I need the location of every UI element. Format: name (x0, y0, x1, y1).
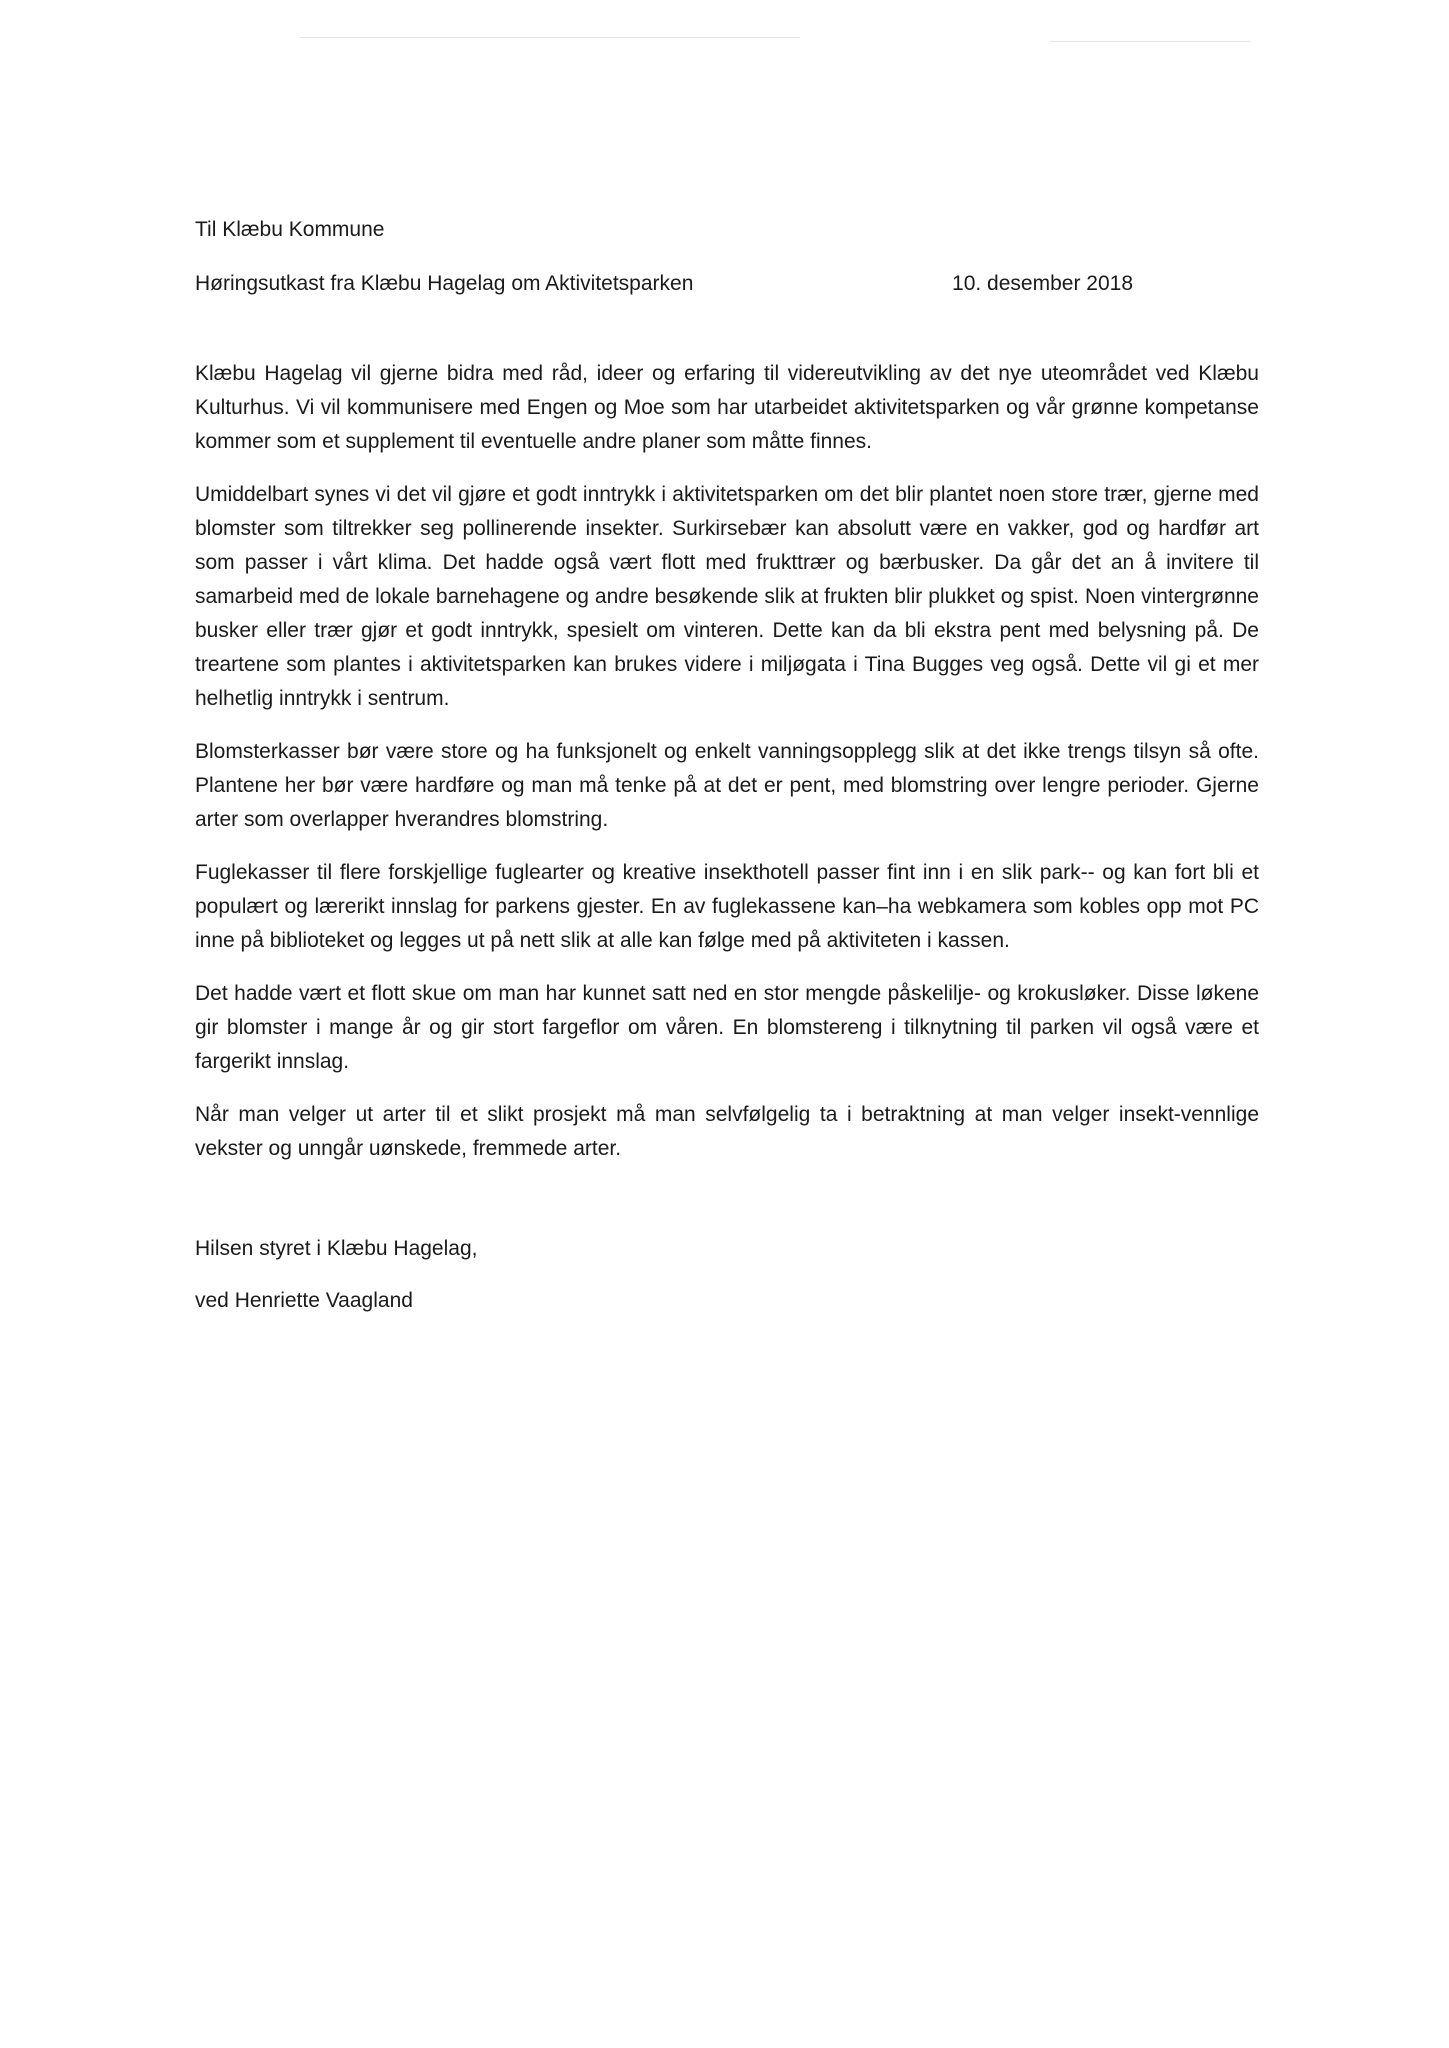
closing: Hilsen styret i Klæbu Hagelag, (195, 1237, 478, 1260)
letter (195, 213, 1259, 1336)
body-paragraph: Klæbu Hagelag vil gjerne bidra med råd, ideer og erfaring til videreutvikling av det nye uteområdet ved Klæbu Kulturhus. Vi vil kommunisere med Engen og Moe som har utarbeidet aktivitetsparken og vår grønne kompetanse kommer som et supplement til eventuelle andre planer som måtte finnes. (195, 362, 1259, 453)
subject-line: Høringsutkast fra Klæbu Hagelag om Aktivitetsparken (195, 272, 694, 295)
body-paragraph: Fuglekasser til flere forskjellige fuglearter og kreative insekthotell passer fint inn i en slik park-- og kan fort bli et populært og lærerikt innslag for parkens gjester. En av fuglekassene kan–ha webkamera som kobles opp mot PC inne på biblioteket og legges ut på nett slik at alle kan følge med på aktiviteten i kassen. (195, 861, 1259, 952)
scan-artifact-top-left (300, 37, 800, 38)
letter-body (195, 357, 1259, 1166)
signature: ved Henriette Vaagland (195, 1289, 413, 1312)
body-paragraph: Umiddelbart synes vi det vil gjøre et godt inntrykk i aktivitetsparken om det blir plantet noen store trær, gjerne med blomster som tiltrekker seg pollinerende insekter. Surkirsebær kan absolutt være en vakker, god og hardfør art som passer i vårt klima. Det hadde også vært flott med frukttrær og bærbusker. Da går det an å invitere til samarbeid med de lokale barnehagene og andre besøkende slik at frukten blir plukket og spist. Noen vintergrønne busker eller trær gjør et godt inntrykk, spesielt om vinteren. Dette kan da bli ekstra pent med belysning på. De treartene som plantes i aktivitetsparken kan brukes videre i miljøgata i Tina Bugges veg også. Dette vil gi et mer helhetlig inntrykk i sentrum. (195, 483, 1259, 710)
body-paragraph: Det hadde vært et flott skue om man har kunnet satt ned en stor mengde påskelilje- og krokusløker. Disse løkene gir blomster i mange år og gir stort fargeflor om våren. En blomstereng i tilknytning til parken vil også være et fargerikt innslag. (195, 982, 1259, 1073)
body-paragraph: Når man velger ut arter til et slikt prosjekt må man selvfølgelig ta i betraktning at man velger insekt-vennlige vekster og unngår uønskede, fremmede arter. (195, 1103, 1259, 1160)
letter-header (195, 267, 1133, 301)
body-paragraph: Blomsterkasser bør være store og ha funksjonelt og enkelt vanningsopplegg slik at det ikke trengs tilsyn så ofte. Plantene her bør være hardføre og man må tenke på at det er pent, med blomstring over lengre perioder. Gjerne arter som overlapper hverandres blomstring. (195, 740, 1259, 831)
recipient: Til Klæbu Kommune (195, 218, 385, 241)
letter-date: 10. desember 2018 (952, 272, 1133, 295)
scan-artifact-top-right (1050, 41, 1250, 42)
signature-block (195, 1232, 1259, 1318)
